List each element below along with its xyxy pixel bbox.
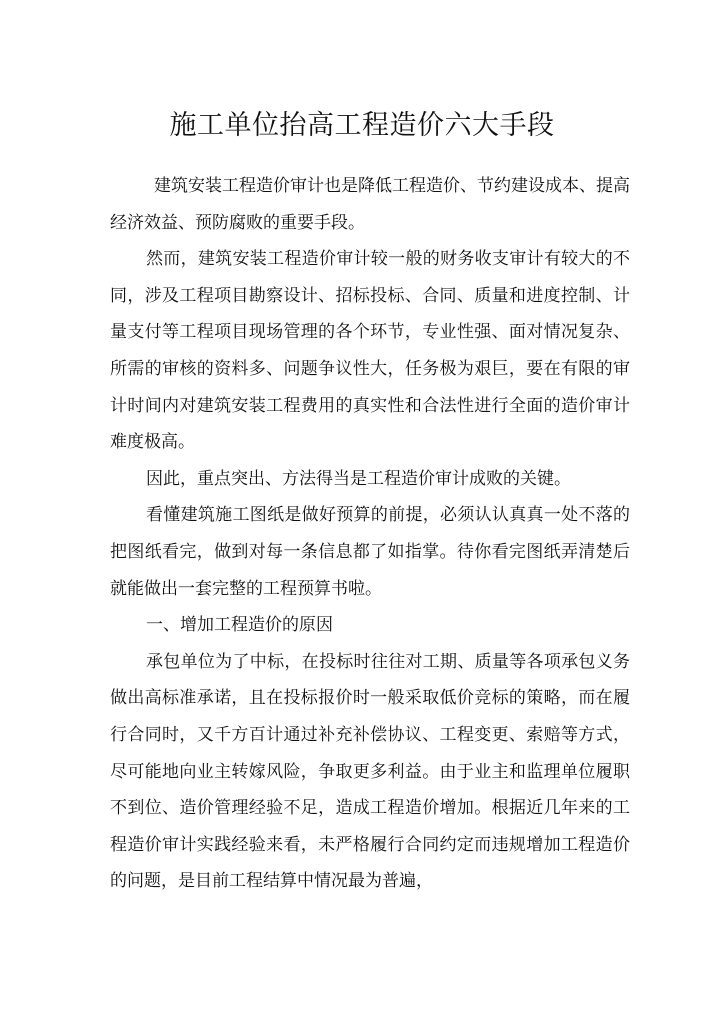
paragraph-4: 看懂建筑施工图纸是做好预算的前提，必须认认真真一处不落的把图纸看完，做到对每一条信息都了如指掌。待你看完图纸弄清楚后就能做出一套完整的工程预算书啦。 (110, 505, 630, 599)
document-title: 施工单位抬高工程造价六大手段 (169, 110, 555, 141)
paragraph-1: 建筑安装工程造价审计也是降低工程造价、节约建设成本、提高经济效益、预防腐败的重要手段。 (110, 176, 630, 233)
paragraph-2: 然而，建筑安装工程造价审计较一般的财务收支审计有较大的不同，涉及工程项目勘察设计、招标投标、合同、质量和进度控制、计量支付等工程项目现场管理的各个环节，专业性强、面对情况复杂、所需的审核的资料多、问题争议性大，任务极为艰巨，要在有限的审计时间内对建筑安装工程费用的真实性和合法性进行全面的造价审计难度极高。 (110, 249, 630, 453)
document-body (110, 168, 630, 900)
paragraph-3: 因此，重点突出、方法得当是工程造价审计成败的关键。 (146, 468, 571, 489)
paragraph-5: 承包单位为了中标，在投标时往往对工期、质量等各项承包义务做出高标准承诺，且在投标报价时一般采取低价竞标的策略，而在履行合同时，又千方百计通过补充补偿协议、工程变更、索赔等方式，尽可能地向业主转嫁风险，争取更多利益。由于业主和监理单位履职不到位、造价管理经验不足，造成工程造价增加。根据近几年来的工程造价审计实践经验来看，未严格履行合同约定而违规增加工程造价的问题，是目前工程结算中情况最为普遍， (110, 651, 630, 892)
section-heading-1: 一、增加工程造价的原因 (146, 615, 333, 636)
